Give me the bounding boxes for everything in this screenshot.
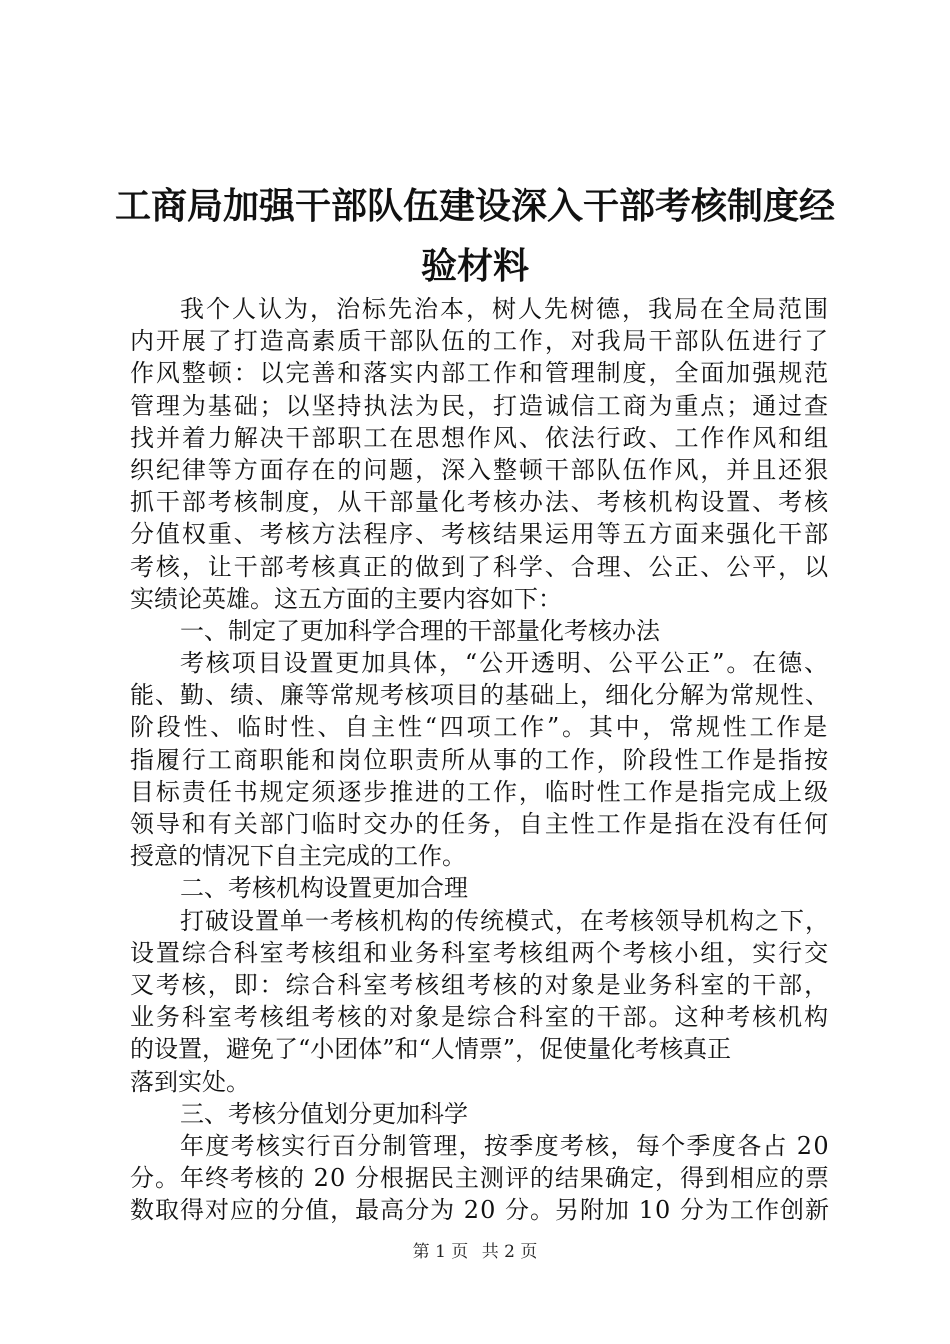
body-line: 分值权重、考核方法程序、考核结果运用等五方面来强化干部 bbox=[130, 520, 830, 549]
body-line: 三、考核分值划分更加科学 bbox=[180, 1099, 468, 1128]
body-line: 年度考核实行百分制管理，按季度考核，每个季度各占 20 bbox=[180, 1131, 830, 1160]
body-line: 一、制定了更加科学合理的干部量化考核办法 bbox=[180, 616, 660, 645]
page-number: 第 1 页 bbox=[412, 1242, 469, 1262]
body-line: 阶段性、临时性、自主性“四项工作”。其中，常规性工作是 bbox=[130, 713, 830, 742]
document-title-line-2: 验材料 bbox=[420, 245, 529, 287]
body-line: 抓干部考核制度，从干部量化考核办法、考核机构设置、考核 bbox=[130, 488, 830, 517]
body-line: 数取得对应的分值，最高分为 20 分。另附加 10 分为工作创新 bbox=[130, 1196, 830, 1225]
body-line: 实绩论英雄。这五方面的主要内容如下： bbox=[130, 584, 562, 613]
body-line: 设置综合科室考核组和业务科室考核组两个考核小组，实行交 bbox=[130, 938, 830, 967]
body-line: 作风整顿：以完善和落实内部工作和管理制度，全面加强规范 bbox=[130, 359, 830, 388]
page-footer bbox=[0, 1241, 950, 1263]
page-total: 共 2 页 bbox=[481, 1242, 538, 1262]
body-line: 分。年终考核的 20 分根据民主测评的结果确定，得到相应的票 bbox=[130, 1164, 830, 1193]
body-line: 叉考核，即：综合科室考核组考核的对象是业务科室的干部， bbox=[130, 970, 830, 999]
body-line: 考核，让干部考核真正的做到了科学、合理、公正、公平，以 bbox=[130, 552, 830, 581]
body-line: 织纪律等方面存在的问题，深入整顿干部队伍作风，并且还狠 bbox=[130, 455, 830, 484]
body-line: 打破设置单一考核机构的传统模式，在考核领导机构之下， bbox=[180, 906, 830, 935]
body-line: 管理为基础；以坚持执法为民，打造诚信工商为重点；通过查 bbox=[130, 391, 830, 420]
body-line: 指履行工商职能和岗位职责所从事的工作，阶段性工作是指按 bbox=[130, 745, 830, 774]
document-body bbox=[130, 293, 830, 1226]
body-line: 内开展了打造高素质干部队伍的工作，对我局干部队伍进行了 bbox=[130, 327, 830, 356]
body-line: 二、考核机构设置更加合理 bbox=[180, 874, 468, 903]
body-line: 落到实处。 bbox=[130, 1067, 250, 1096]
body-line: 找并着力解决干部职工在思想作风、依法行政、工作作风和组 bbox=[130, 423, 830, 452]
body-line: 考核项目设置更加具体，“公开透明、公平公正”。在德、 bbox=[180, 649, 830, 678]
document-title-line-1: 工商局加强干部队伍建设深入干部考核制度经 bbox=[114, 185, 835, 227]
body-line: 目标责任书规定须逐步推进的工作，临时性工作是指完成上级 bbox=[130, 777, 830, 806]
body-line: 能、勤、绩、廉等常规考核项目的基础上，细化分解为常规性、 bbox=[130, 681, 830, 710]
body-line: 我个人认为，治标先治本，树人先树德，我局在全局范围 bbox=[180, 295, 830, 323]
body-line: 的设置，避免了“小团体”和“人情票”，促使量化考核真正 bbox=[130, 1035, 732, 1064]
body-line: 领导和有关部门临时交办的任务，自主性工作是指在没有任何 bbox=[130, 810, 830, 838]
body-line: 业务科室考核组考核的对象是综合科室的干部。这种考核机构 bbox=[130, 1003, 830, 1032]
body-line: 授意的情况下自主完成的工作。 bbox=[130, 842, 466, 871]
